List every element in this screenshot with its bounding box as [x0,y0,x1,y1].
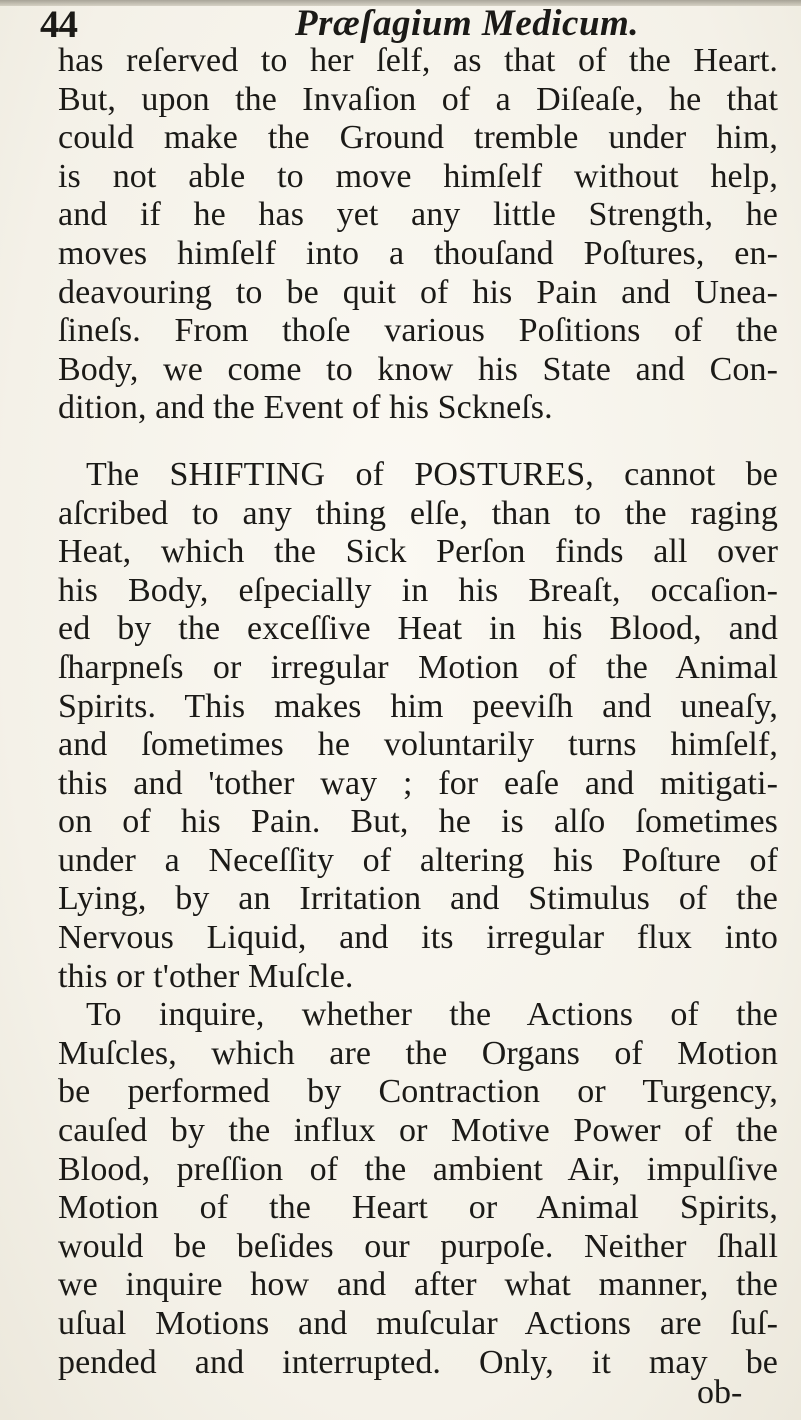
text-line: and if he has yet any little Strength, he [58,196,778,234]
page-number: 44 [40,3,77,46]
text-line: To inquire, whether the Actions of the [86,996,778,1034]
text-line: and ſometimes he voluntarily turns himſelf, [58,726,778,764]
text-line: this and 'tother way ; for eaſe and mitigati- [58,764,778,802]
text-line: Muſcles, which are the Organs of Motion [58,1034,778,1072]
text-line: on of his Pain. But, he is alſo ſometimes [58,803,778,841]
text-line: has reſerved to her ſelf, as that of the Heart. [58,42,778,79]
paragraph-1 [58,42,778,428]
text-line: this or t'other Muſcle. [58,957,354,995]
text-line: cauſed by the influx or Motive Power of the [58,1112,778,1150]
text-line: Spirits. This makes him peeviſh and uneaſy, [58,687,778,725]
text-line: dition, and the Event of his Sckneſs. [58,389,553,427]
text-line: ed by the exceſſive Heat in his Blood, and [58,610,778,648]
text-line: uſual Motions and muſcular Actions are ſuſ- [58,1305,778,1342]
catchword: ob- [697,1374,743,1411]
text-line: Blood, preſſion of the ambient Air, impulſive [58,1150,778,1188]
text-line: Nervous Liquid, and its irregular flux into [58,919,778,957]
paragraph-2 [58,456,778,996]
text-line: be performed by Contraction or Turgency, [58,1073,778,1111]
text-line: his Body, eſpecially in his Breaſt, occaſion- [58,571,778,609]
text-line: Motion of the Heart or Animal Spirits, [58,1189,778,1227]
text-line: could make the Ground tremble under him, [58,119,778,157]
text-line: aſcribed to any thing elſe, than to the raging [58,494,778,532]
body-text [58,42,778,1382]
text-line: would be beſides our purpoſe. Neither ſhall [58,1227,778,1265]
text-line: ſharpneſs or irregular Motion of the Animal [58,648,778,686]
text-line: Body, we come to know his State and Con- [58,350,778,388]
paragraph-gap [58,428,778,456]
text-line: pended and interrupted. Only, it may be [58,1343,778,1381]
running-title: Præſagium Medicum. [295,3,640,44]
text-line: we inquire how and after what manner, the [58,1266,778,1304]
text-line: The SHIFTING of POSTURES, cannot be [86,455,778,493]
text-line: under a Neceſſity of altering his Poſture of [58,841,778,879]
text-line: moves himſelf into a thouſand Poſtures, en- [58,234,778,272]
text-line: is not able to move himſelf without help, [58,157,778,195]
text-line: ſineſs. From thoſe various Poſitions of the [58,312,778,350]
text-line: Lying, by an Irritation and Stimulus of the [58,880,778,918]
text-line: But, upon the Invaſion of a Diſeaſe, he that [58,80,778,118]
text-line: deavouring to be quit of his Pain and Unea- [58,273,778,311]
text-line: Heat, which the Sick Perſon finds all over [58,533,778,571]
paragraph-3 [58,996,778,1382]
